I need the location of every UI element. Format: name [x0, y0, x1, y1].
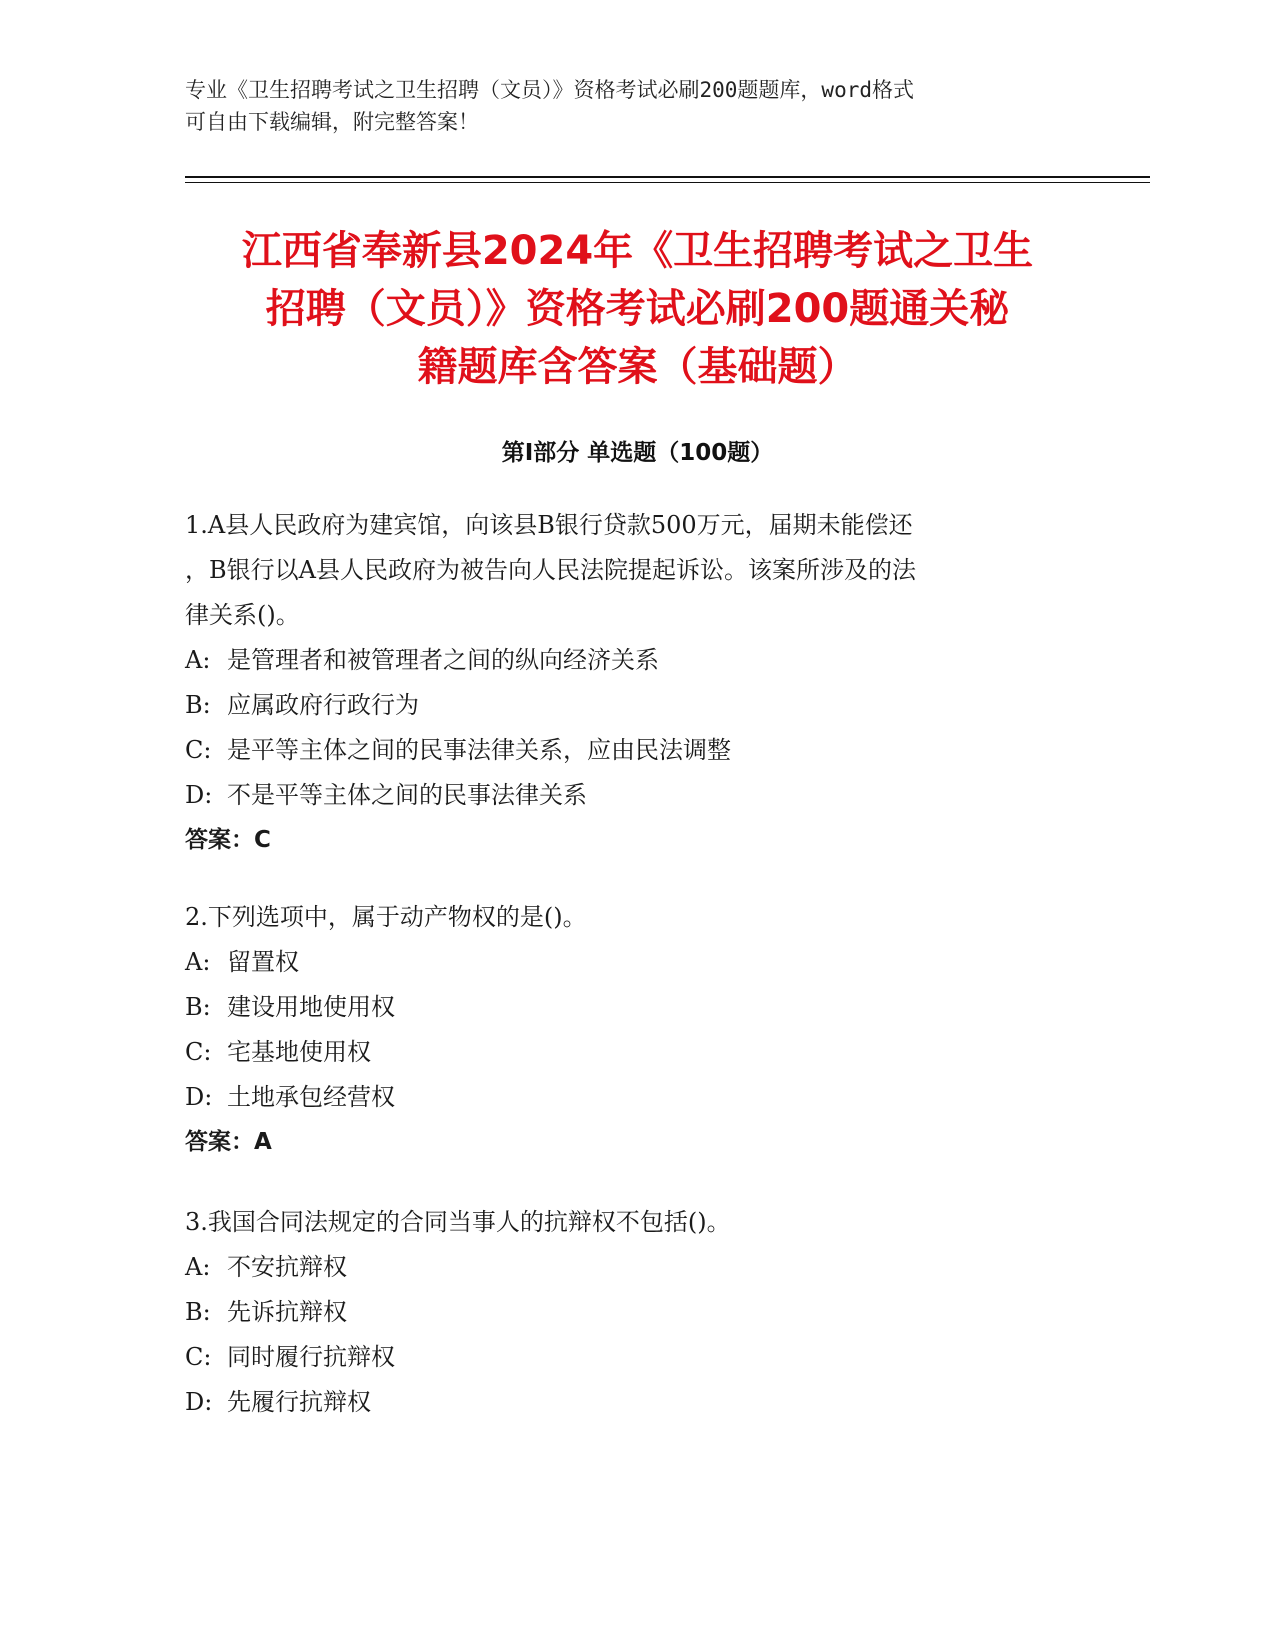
option-text: 应属政府行政行为 [227, 691, 419, 719]
option-text: 是管理者和被管理者之间的纵向经济关系 [227, 646, 659, 674]
question-1-option-c [185, 728, 1090, 773]
option-text: 先诉抗辩权 [227, 1298, 347, 1326]
question-1 [185, 503, 1090, 863]
header-divider-thick [185, 176, 1150, 178]
header-note-line-1: 专业《卫生招聘考试之卫生招聘（文员）》资格考试必刷200题题库，word格式 [185, 78, 914, 102]
option-letter: C: [185, 1343, 212, 1371]
question-2-option-a [185, 940, 1090, 985]
option-letter: C: [185, 736, 212, 764]
option-text: 宅基地使用权 [227, 1038, 371, 1066]
question-1-option-a [185, 638, 1090, 683]
option-letter: B: [185, 1298, 211, 1326]
question-3 [185, 1200, 1090, 1425]
question-2 [185, 895, 1090, 1165]
question-3-option-a [185, 1245, 1090, 1290]
document-title [150, 222, 1125, 396]
header-note [185, 74, 1055, 138]
question-1-answer: 答案：C [185, 827, 271, 853]
question-2-option-d [185, 1075, 1090, 1120]
question-2-answer: 答案：A [185, 1129, 272, 1155]
option-letter: D: [185, 1083, 213, 1111]
document-title-line-2: 招聘（文员）》资格考试必刷200题通关秘 [265, 286, 1010, 332]
question-3-option-d [185, 1380, 1090, 1425]
option-text: 不安抗辩权 [227, 1253, 347, 1281]
option-letter: D: [185, 1388, 213, 1416]
header-divider-thin [185, 182, 1150, 183]
section-title: 第Ⅰ部分 单选题（100题） [501, 440, 774, 466]
option-letter: A: [185, 1253, 211, 1281]
question-3-stem-line-1: 3.我国合同法规定的合同当事人的抗辩权不包括()。 [185, 1208, 731, 1236]
option-letter: A: [185, 948, 211, 976]
option-text: 先履行抗辩权 [227, 1388, 371, 1416]
question-1-stem-line-1: 1.A县人民政府为建宾馆，向该县B银行贷款500万元，届期未能偿还 [185, 511, 913, 539]
header-note-line-2: 可自由下载编辑，附完整答案！ [185, 110, 479, 134]
option-letter: B: [185, 993, 211, 1021]
question-3-option-c [185, 1335, 1090, 1380]
option-text: 土地承包经营权 [227, 1083, 395, 1111]
question-2-stem-line-1: 2.下列选项中，属于动产物权的是()。 [185, 903, 587, 931]
option-letter: C: [185, 1038, 212, 1066]
question-1-stem-line-2: ，B银行以A县人民政府为被告向人民法院提起诉讼。该案所涉及的法 [185, 556, 916, 584]
option-letter: A: [185, 646, 211, 674]
option-text: 是平等主体之间的民事法律关系，应由民法调整 [227, 736, 731, 764]
option-text: 留置权 [227, 948, 299, 976]
option-letter: D: [185, 781, 213, 809]
question-2-option-b [185, 985, 1090, 1030]
question-1-option-b [185, 683, 1090, 728]
option-text: 建设用地使用权 [227, 993, 395, 1021]
question-2-option-c [185, 1030, 1090, 1075]
option-letter: B: [185, 691, 211, 719]
document-title-line-3: 籍题库含答案（基础题） [417, 344, 858, 390]
question-3-option-b [185, 1290, 1090, 1335]
option-text: 同时履行抗辩权 [227, 1343, 395, 1371]
question-1-option-d [185, 773, 1090, 818]
document-title-line-1: 江西省奉新县2024年《卫生招聘考试之卫生 [241, 228, 1034, 274]
question-1-stem-line-3: 律关系()。 [185, 601, 300, 629]
option-text: 不是平等主体之间的民事法律关系 [227, 781, 587, 809]
